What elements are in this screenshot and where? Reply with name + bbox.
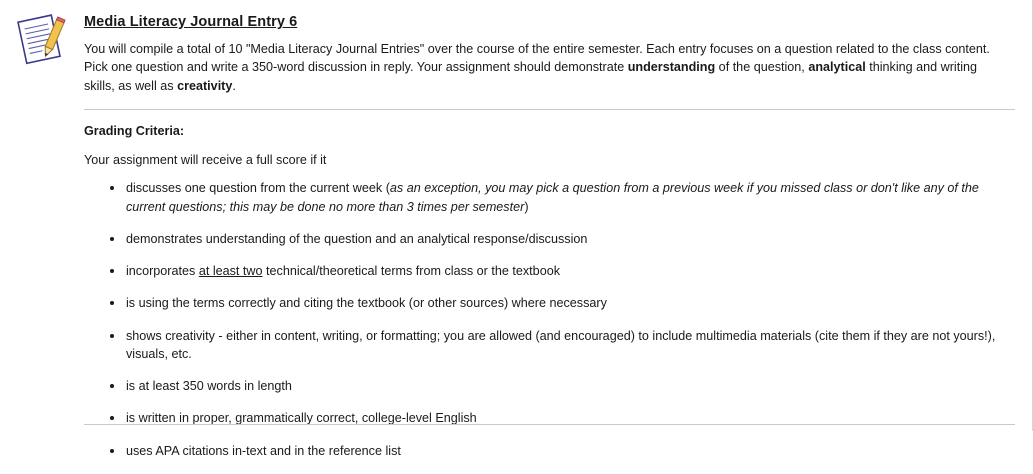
criterion-7-text: is written in proper, grammatically correct, college-level English [126, 411, 477, 426]
criterion-4-text: is using the terms correctly and citing the textbook (or other sources) where necessary [126, 296, 607, 311]
assignment-intro [84, 40, 994, 95]
intro-bold-analytical: analytical [808, 60, 866, 75]
list-item [106, 179, 1015, 216]
criterion-1-post: ) [524, 199, 529, 214]
criterion-5-text: shows creativity - either in content, writing, or formatting; you are allowed (and encouraged) to include multimedia materials (cite them if they are not yours!), visuals, etc. [126, 328, 996, 361]
document-pencil-icon [14, 10, 70, 474]
intro-text-2: of the question, [715, 60, 809, 75]
document-body [70, 10, 1015, 474]
criterion-8-text: uses APA citations in-text and in the reference list [126, 443, 401, 458]
criterion-3-text: incorporates [126, 264, 199, 279]
list-item [106, 327, 1015, 364]
intro-text-3: thinking and writing skills, as well as [84, 60, 978, 93]
criterion-3-post: technical/theoretical terms from class or the textbook [262, 264, 560, 279]
criterion-2-text: demonstrates understanding of the question and an analytical response/discussion [126, 231, 588, 246]
criterion-6-text: is at least 350 words in length [126, 379, 292, 394]
section-divider [84, 109, 1015, 110]
criterion-1-emphasis: as an exception, you may pick a question from a previous week if you missed class or don't like any of the current questions; this may be done no more than 3 times per semester [126, 181, 979, 214]
grading-criteria-heading: Grading Criteria: [84, 123, 185, 138]
list-item [106, 377, 1015, 395]
list-item [106, 294, 1015, 312]
criterion-1-text: discusses one question from the current week ( [126, 181, 390, 196]
intro-text-1: You will compile a total of 10 "Media Literacy Journal Entries" over the course of the entire semester. Each entry focuses on a question related to the class content. Pick one question and write a 350-word discussion in reply. Your assignment should demonstrate [84, 42, 990, 75]
list-item [106, 262, 1015, 280]
grading-lead-text: Your assignment will receive a full score if it [84, 152, 327, 167]
criterion-3-underline: at least two [198, 264, 263, 279]
intro-bold-understanding: understanding [627, 60, 716, 75]
criteria-list [84, 179, 1015, 460]
bottom-divider [84, 424, 1015, 425]
page-title: Media Literacy Journal Entry 6 [84, 14, 298, 30]
list-item [106, 442, 1015, 460]
intro-bold-creativity: creativity [177, 78, 233, 93]
list-item [106, 230, 1015, 248]
intro-text-4: . [232, 78, 236, 93]
